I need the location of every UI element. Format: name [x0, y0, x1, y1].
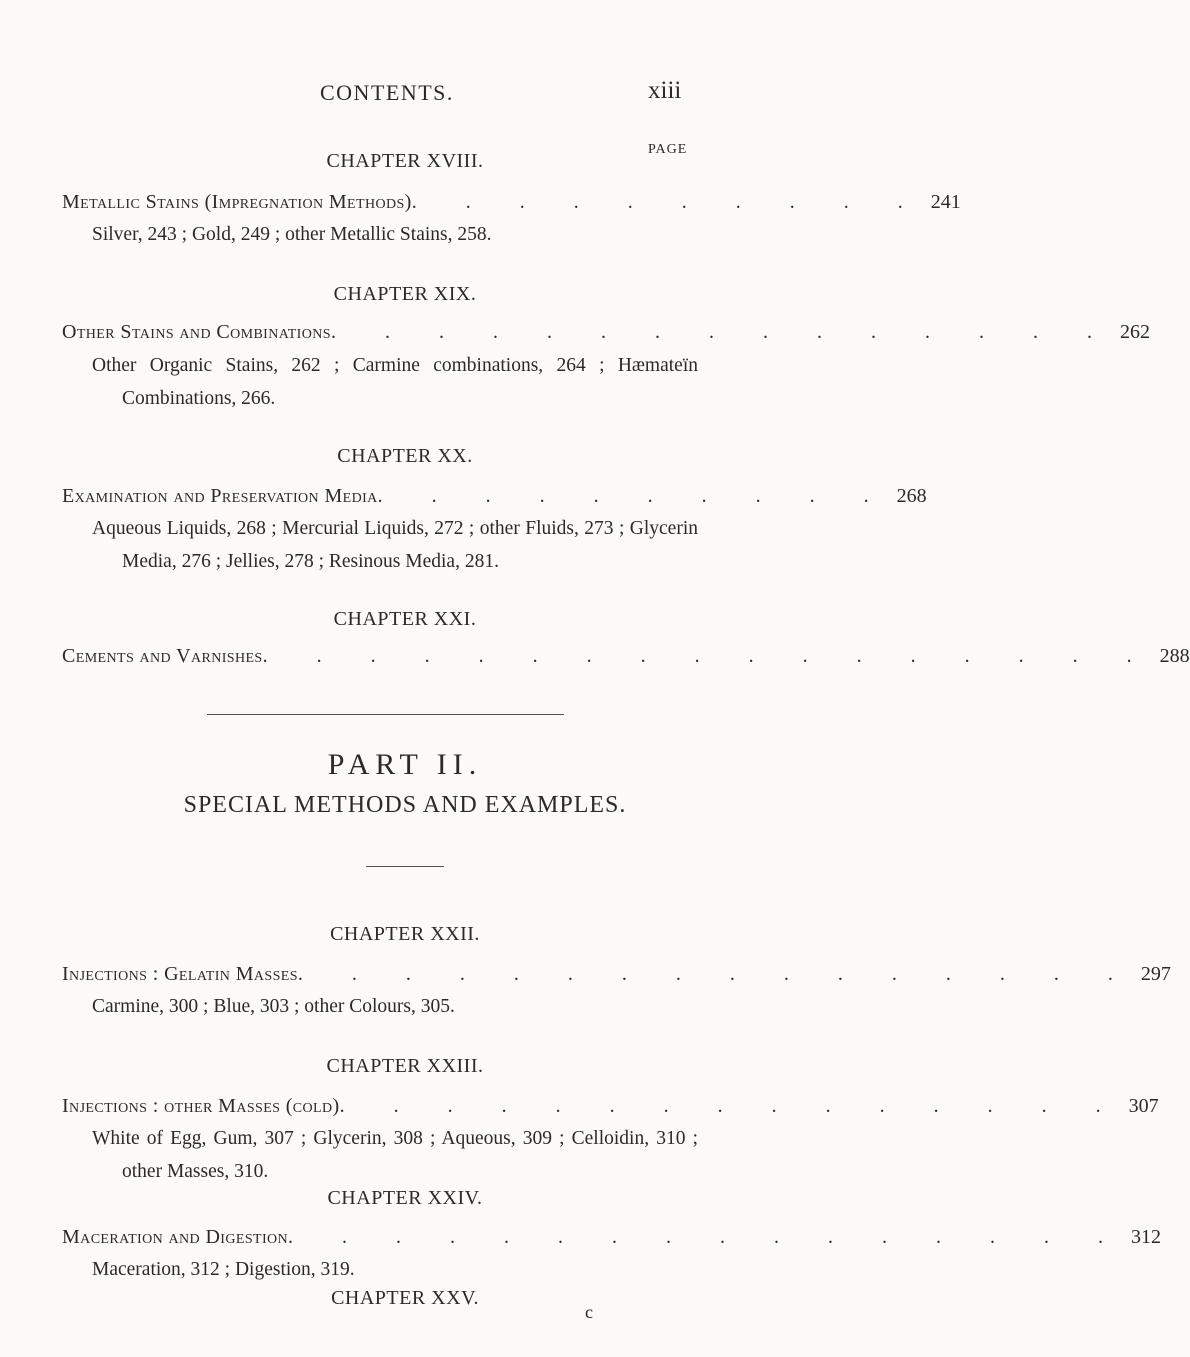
chapter-heading: CHAPTER XIX.	[333, 283, 477, 305]
entry-subtopics: Maceration, 312 ; Digestion, 319.	[92, 1259, 355, 1280]
dot-leader: . . . . . . . . . .	[377, 485, 891, 507]
entry-page: 241	[930, 191, 961, 213]
toc-entry	[62, 485, 927, 508]
entry-subtopics: Other Organic Stains, 262 ; Carmine combinations, 264 ; Hæmateïn Combinations, 266.	[92, 355, 698, 409]
entry-title: Injections : Gelatin Masses	[62, 963, 298, 985]
entry-page: 288	[1159, 645, 1190, 667]
dot-leader: . . . . . . . . . . . . . . .	[339, 1095, 1123, 1117]
dot-leader: . . . . . . . . . . . . . . .	[330, 321, 1114, 343]
page-column-label: PAGE	[648, 142, 688, 157]
running-head: CONTENTS.	[320, 80, 454, 105]
chapter-heading: CHAPTER XXIII.	[326, 1055, 484, 1077]
entry-page: 268	[896, 485, 927, 507]
chapter-heading: CHAPTER XXIV.	[327, 1187, 483, 1209]
entry-page: 262	[1119, 321, 1150, 343]
chapter-heading: CHAPTER XX.	[337, 445, 473, 467]
toc-entry	[62, 1095, 1159, 1118]
entry-title: Other Stains and Combinations	[62, 321, 331, 343]
entry-subtopics: White of Egg, Gum, 307 ; Glycerin, 308 ; Aqueous, 309 ; Celloidin, 310 ; other Masses, 310.	[92, 1128, 698, 1182]
toc-entry	[62, 963, 1171, 986]
chapter-heading: CHAPTER XXV.	[331, 1287, 479, 1309]
part-subtitle: SPECIAL METHODS AND EXAMPLES.	[183, 792, 627, 818]
entry-page: 312	[1131, 1226, 1162, 1248]
section-divider	[207, 714, 564, 715]
entry-title: Maceration and Digestion	[62, 1226, 289, 1248]
entry-title: Cements and Varnishes	[62, 645, 263, 667]
short-divider	[366, 866, 444, 867]
entry-title: Examination and Preservation Media	[62, 485, 378, 507]
entry-title: Metallic Stains (Impregnation Methods)	[62, 191, 412, 213]
toc-entry	[62, 645, 1190, 668]
entry-subtopics: Silver, 243 ; Gold, 249 ; other Metallic Stains, 258.	[92, 224, 492, 245]
entry-subtopics: Aqueous Liquids, 268 ; Mercurial Liquids, 272 ; other Fluids, 273 ; Glycerin Media, 276 ; Jellies, 278 ; Resinous Media, 281.	[92, 518, 698, 572]
dot-leader: . . . . . . . . . . . . . . . .	[297, 963, 1135, 985]
chapter-heading: CHAPTER XVIII.	[326, 150, 484, 172]
signature-mark: c	[585, 1302, 593, 1322]
dot-leader: . . . . . . . . . .	[411, 191, 925, 213]
toc-entry	[62, 321, 1150, 344]
toc-entry	[62, 1226, 1162, 1249]
entry-page: 307	[1128, 1095, 1159, 1117]
toc-entry	[62, 191, 961, 214]
entry-title: Injections : other Masses (cold)	[62, 1095, 340, 1117]
chapter-heading: CHAPTER XXII.	[330, 923, 480, 945]
chapter-heading: CHAPTER XXI.	[333, 608, 477, 630]
entry-page: 297	[1140, 963, 1171, 985]
dot-leader: . . . . . . . . . . . . . . . .	[288, 1226, 1126, 1248]
page-number: xiii	[648, 77, 682, 104]
entry-subtopics: Carmine, 300 ; Blue, 303 ; other Colours, 305.	[92, 996, 455, 1017]
dot-leader: . . . . . . . . . . . . . . . . .	[262, 645, 1154, 667]
part-title: PART II.	[327, 748, 483, 781]
